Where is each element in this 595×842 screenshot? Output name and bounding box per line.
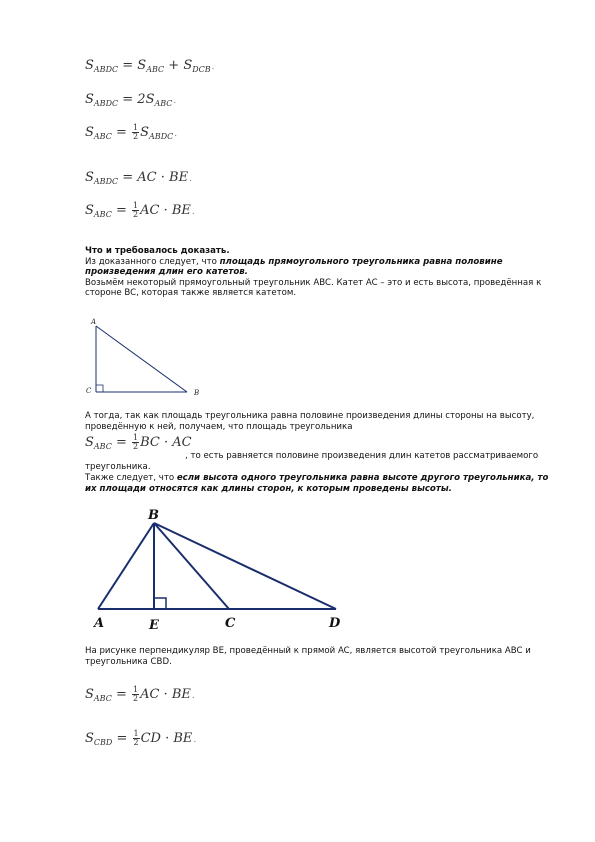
label-e: E (149, 618, 159, 633)
formula-double-area: $S_{ABDC} = 2S_{ABC}$. (85, 92, 177, 108)
paragraph-conclusion: Что и требовалось доказать. Из доказанного следует, что площадь прямоугольного треугольника равна половине произведения длин его катетов. Возьмём некоторый прямоугольный треугольник ABC. Катет AC – это и есть высота, проведённая к стороне BC, которая также является катетом. (85, 246, 555, 299)
label-a: A (91, 318, 97, 326)
formula-area-sum: $S_{ABDC} = S_{ABC} + S_{DCB}$. (85, 58, 215, 74)
formula-legs-area: $S_{ABC}$ = $\frac{1}{2}$ BC · AC (85, 433, 192, 451)
formula-abc-area: $S_{ABC}$ = $\frac{1}{2}$ AC · BE. (85, 685, 195, 703)
label-a: A (94, 616, 105, 631)
paragraph-right-triangle: Возьмём некоторый прямоугольный треугольник ABC. Катет AC – это и есть высота, проведённая к стороне BC, которая также является катетом. (85, 277, 542, 299)
right-triangle-figure (84, 316, 214, 396)
triangles-figure (86, 503, 356, 633)
fraction: $\frac{1}{2}$ (133, 729, 139, 747)
paragraph-height-ratio: Также следует, что если высота одного треугольника равна высоте другого треугольника, то их площади относятся как длины сторон, к которым проведены высоты. (85, 473, 549, 494)
formula-cbd-area: $S_{CBD}$ = $\frac{1}{2}$ CD · BE. (85, 729, 197, 747)
qed-text: Что и требовалось доказать. (85, 246, 230, 256)
fraction: $\frac{1}{2}$ (133, 123, 139, 141)
formula-triangle-area: $S_{ABC}$ = $\frac{1}{2}$ AC · BE. (85, 201, 195, 219)
label-d: D (329, 616, 341, 631)
paragraph-figure-caption: На рисунке перпендикуляр BE, проведённый к прямой AC, является высотой треугольника ABC и треугольника CBD. (85, 646, 531, 667)
fraction: $\frac{1}{2}$ (133, 685, 139, 703)
label-c: C (225, 616, 236, 631)
formula-rect-area: $S_{ABDC}$ = AC · BE. (85, 170, 192, 186)
paragraph-legs-conclusion: , то есть равняется половине произведения длин катетов рассматриваемого треугольника. (85, 451, 539, 472)
label-b: B (194, 389, 200, 397)
fraction: $\frac{1}{2}$ (133, 433, 139, 451)
label-b: B (148, 508, 159, 523)
fraction: $\frac{1}{2}$ (133, 201, 139, 219)
paragraph-area-reasoning: А тогда, так как площадь треугольника равна половине произведения длины стороны на высоту, проведённую к ней, получаем, что площадь треугольника (85, 411, 535, 432)
formula-half-area: $S_{ABC}$ = $\frac{1}{2}$ $S_{ABDC}$. (85, 123, 178, 141)
label-c: C (86, 387, 92, 395)
